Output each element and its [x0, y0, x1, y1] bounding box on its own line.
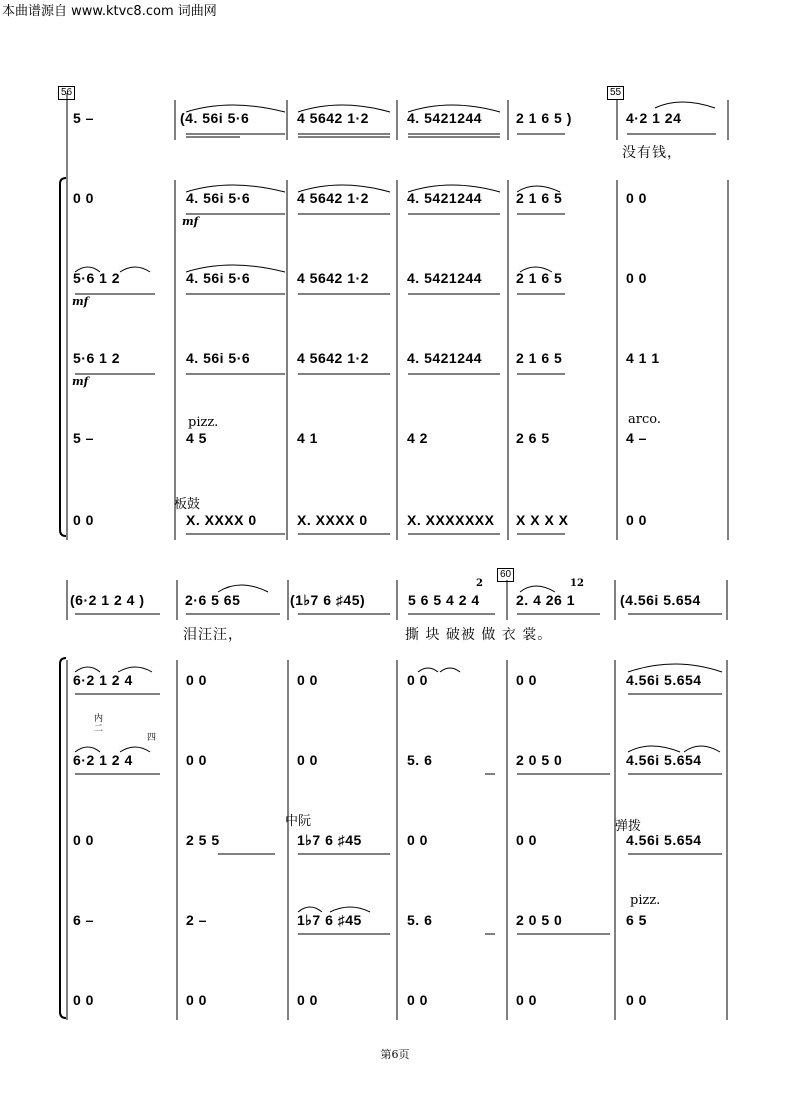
measure-cell: 0 0 [407, 832, 428, 848]
rehearsal-mark: 56 [58, 86, 75, 100]
measure-cell: 4 – [626, 430, 647, 446]
measure-cell: 4. 5421244 [407, 350, 483, 366]
measure-cell: 4 2 [407, 430, 428, 446]
measure-cell: 0 0 [516, 832, 537, 848]
page-number: 第6页 [380, 1048, 410, 1061]
measure-cell: 2·6 5 65 [185, 592, 241, 608]
measure-cell: 2 1 6 5 [516, 270, 563, 286]
measure-cell: 5. 6 [407, 912, 433, 928]
measure-cell: X. XXXX 0 [186, 512, 257, 528]
measure-cell: 0 0 [626, 512, 647, 528]
measure-cell: 5·6 1 2 [73, 350, 121, 366]
dynamic-mark: mf [72, 375, 89, 388]
measure-cell: (4. 56i 5·6 [180, 110, 250, 126]
measure-cell: (1♭7 6 ♯45) [290, 592, 366, 608]
measure-cell: 0 0 [186, 752, 207, 768]
measure-cell: 4 1 [297, 430, 318, 446]
measure-cell: (6·2 1 2 4 ) [70, 592, 145, 608]
measure-cell: 2 1 6 5 [516, 190, 563, 206]
measure-cell: 0 0 [73, 190, 94, 206]
measure-cell: 1♭7 6 ♯45 [297, 832, 362, 848]
measure-cell: 0 0 [73, 992, 94, 1008]
measure-cell: 2 1 6 5 ) [516, 110, 572, 126]
measure-cell: 2 1 6 5 [516, 350, 563, 366]
measure-cell: 0 0 [626, 992, 647, 1008]
measure-cell: 6 5 [626, 912, 647, 928]
measure-cell: 0 0 [297, 752, 318, 768]
measure-cell: 5 – [73, 110, 94, 126]
measure-cell: 5 – [73, 430, 94, 446]
measure-cell: 4.56i 5.654 [626, 672, 702, 688]
measure-cell: 4 5 [186, 430, 207, 446]
measure-cell: 6 – [73, 912, 94, 928]
measure-cell: 4 1 1 [626, 350, 660, 366]
measure-cell: 0 0 [297, 992, 318, 1008]
measure-cell: 4. 5421244 [407, 110, 483, 126]
percussion-label: 板鼓 [174, 497, 201, 512]
measure-cell: 4 5642 1·2 [297, 350, 369, 366]
dynamic-mark: mf [182, 215, 199, 228]
measure-cell: (4.56i 5.654 [620, 592, 701, 608]
measure-cell: 4.56i 5.654 [626, 832, 702, 848]
measure-cell: 0 0 [73, 832, 94, 848]
measure-cell: 4 5642 1·2 [297, 270, 369, 286]
lyric: 撕 块 破被 做 衣 裳。 [405, 627, 553, 643]
lyric: 泪汪汪， [183, 627, 243, 643]
measure-cell: 2 5 5 [186, 832, 220, 848]
measure-cell: 2 – [186, 912, 207, 928]
measure-cell: X X X X [516, 512, 569, 528]
measure-cell: X. XXXX 0 [297, 512, 368, 528]
pizz-marking: pizz. [630, 893, 661, 908]
measure-cell: 4. 56i 5·6 [186, 270, 251, 286]
arco-marking: arco. [628, 412, 661, 427]
measure-cell: X. XXXXXXX [407, 512, 495, 528]
measure-cell: 0 0 [516, 672, 537, 688]
measure-cell: 2 0 5 0 [516, 912, 563, 928]
measure-cell: 6·2 1 2 4 [73, 672, 133, 688]
measure-cell: 4. 56i 5·6 [186, 350, 251, 366]
instrument-label: 中阮 [285, 814, 312, 829]
lyric: 没有钱， [622, 145, 682, 161]
measure-cell: 0 0 [407, 672, 428, 688]
measure-cell: 2 0 5 0 [516, 752, 563, 768]
measure-cell: 6·2 1 2 4 [73, 752, 133, 768]
measure-cell: 0 0 [516, 992, 537, 1008]
measure-cell: 0 0 [407, 992, 428, 1008]
measure-cell: 1♭7 6 ♯45 [297, 912, 362, 928]
measure-cell: 4.56i 5.654 [626, 752, 702, 768]
measure-cell: 4 5642 1·2 [297, 190, 369, 206]
measure-cell: 2 6 5 [516, 430, 550, 446]
measure-cell: 0 0 [186, 672, 207, 688]
measure-cell: 4. 5421244 [407, 190, 483, 206]
bowing-label: 四 [147, 733, 157, 743]
measure-cell: 0 0 [626, 190, 647, 206]
measure-cell: 4. 56i 5·6 [186, 190, 251, 206]
dynamic-mark: mf [72, 295, 89, 308]
grace-note: 12 [570, 578, 584, 589]
measure-cell: 4. 5421244 [407, 270, 483, 286]
measure-cell: 5·6 1 2 [73, 270, 121, 286]
bowing-label: 内二 [94, 714, 104, 734]
grace-note: 2 [476, 578, 483, 589]
measure-cell: 4·2 1 24 [626, 110, 682, 126]
measure-cell: 4 5642 1·2 [297, 110, 369, 126]
measure-cell: 0 0 [297, 672, 318, 688]
rehearsal-mark: 60 [497, 568, 514, 582]
measure-cell: 0 0 [73, 512, 94, 528]
measure-cell: 2. 4 26 1 [516, 592, 575, 608]
measure-cell: 0 0 [186, 992, 207, 1008]
measure-cell: 5 6 5 4 2 4 [408, 592, 480, 608]
measure-cell: 5. 6 [407, 752, 433, 768]
instrument-label: 弹拨 [615, 819, 642, 834]
measure-cell: 0 0 [626, 270, 647, 286]
rehearsal-mark: 55 [607, 86, 624, 100]
pizz-marking: pizz. [188, 415, 219, 430]
site-header: 本曲谱源自 www.ktvc8.com 词曲网 [2, 4, 217, 19]
